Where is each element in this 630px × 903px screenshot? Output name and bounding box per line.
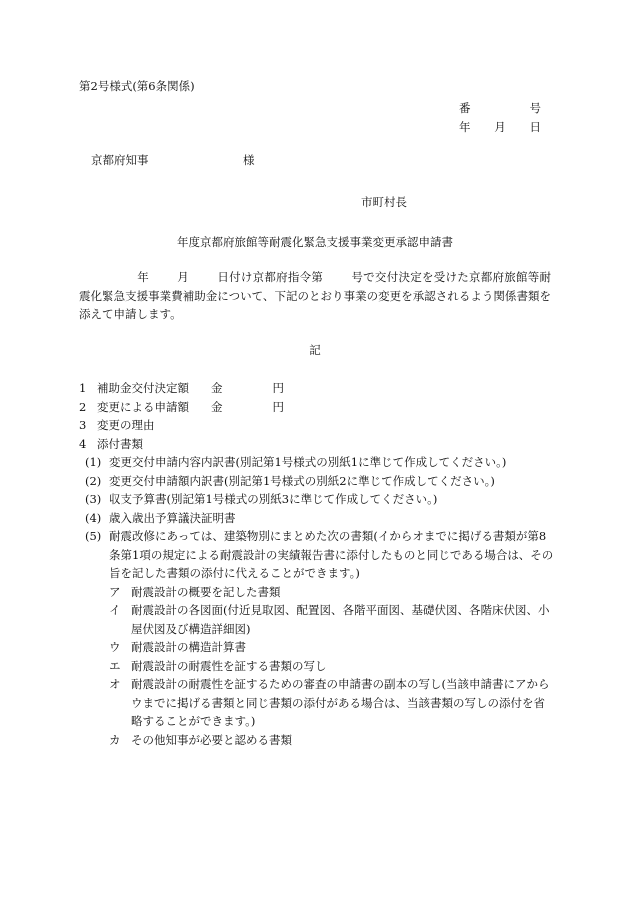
body-paragraph <box>79 268 551 324</box>
item-number: 1 <box>79 381 87 395</box>
addressee-honorific: 様 <box>243 153 255 167</box>
sub-item-kana: イ <box>109 603 121 617</box>
sub-item-text: 耐震設計の概要を記した書類 <box>131 584 281 599</box>
item-number: 4 <box>79 436 87 451</box>
document-date-label <box>459 120 541 135</box>
list-item <box>79 435 554 454</box>
body-year: 年 <box>137 270 150 284</box>
attachment-text: 変更交付申請内容内訳書(別記第1号様式の別紙1に準じて作成してください。) <box>109 455 507 469</box>
sub-item-kana: エ <box>109 658 121 673</box>
document-title: 年度京都府旅館等耐震化緊急支援事業変更承認申請書 <box>177 235 453 249</box>
attachment-number: (2) <box>85 473 102 488</box>
attachment-number: (1) <box>85 455 102 469</box>
month-kanji: 月 <box>494 120 506 134</box>
sub-item-kana: カ <box>109 732 121 747</box>
list-item <box>79 379 554 398</box>
item-number: 3 <box>79 418 87 432</box>
sub-item-text: 耐震設計の耐震性を証する書類の写し <box>131 658 327 673</box>
day-kanji: 日 <box>529 120 541 134</box>
attachment-number: (3) <box>85 492 102 506</box>
attachment-item <box>79 527 554 583</box>
attachment-text: 変更交付申請額内訳書(別記第1号様式の別紙2に準じて作成してください。) <box>109 473 495 488</box>
attachment-text: 歳入歳出予算議決証明書 <box>109 510 236 525</box>
item-label: 変更による申請額 <box>97 399 189 414</box>
attachment-number: (5) <box>85 529 102 543</box>
year-kanji: 年 <box>459 120 471 134</box>
document-number-label <box>459 101 541 116</box>
sender-name: 市町村長 <box>361 195 407 209</box>
attachment-number: (4) <box>85 510 102 525</box>
attachment-item <box>79 472 554 491</box>
sub-item <box>79 731 554 750</box>
attachment-item <box>79 490 554 509</box>
sub-item <box>79 601 554 638</box>
list-item <box>79 398 554 417</box>
sub-item <box>79 657 554 676</box>
attachment-item <box>79 509 554 528</box>
item-currency: 金 <box>211 381 223 395</box>
sub-item-text: 耐震設計の各図面(付近見取図、配置図、各階平面図、基礎伏図、各階床伏図、小屋伏図及び構造詳細図) <box>131 603 550 636</box>
sub-item <box>79 638 554 657</box>
item-unit: 円 <box>272 381 284 395</box>
body-directive: 日付け京都府指令第 <box>217 270 324 284</box>
sub-item-text: 耐震設計の耐震性を証するための審査の申請書の副本の写し(当該申請書にアからウまでに掲げる書類と同じ書類の添付がある場合は、当該書類の写しの添付を省略することができます。) <box>131 677 550 728</box>
item-label: 添付書類 <box>97 436 143 451</box>
number-kanji: 番 <box>459 101 471 115</box>
addressee-name: 京都府知事 <box>91 153 149 167</box>
item-number: 2 <box>79 399 87 414</box>
form-number-label: 第2号様式(第6条関係) <box>79 79 195 93</box>
item-label: 補助金交付決定額 <box>97 381 189 395</box>
sub-item-kana: ア <box>109 584 121 599</box>
sub-item <box>79 675 554 731</box>
go-kanji: 号 <box>529 101 541 115</box>
sub-item-kana: ウ <box>109 640 121 654</box>
list-item <box>79 416 554 435</box>
ki-heading: 記 <box>309 343 321 357</box>
attachment-text: 収支予算書(別記第1号様式の別紙3に準じて作成してください。) <box>109 492 438 506</box>
item-label: 変更の理由 <box>97 418 155 432</box>
item-unit: 円 <box>272 399 284 414</box>
sub-item-text: その他知事が必要と認める書類 <box>131 732 292 747</box>
attachment-item <box>79 453 554 472</box>
sub-item-text: 耐震設計の構造計算書 <box>131 640 246 654</box>
sub-item <box>79 583 554 602</box>
item-currency: 金 <box>211 399 223 414</box>
attachment-text: 耐震改修にあっては、建築物別にまとめた次の書類(イからオまでに掲げる書類が第8条第1項の規定による耐震設計の実績報告書に添付したものと同じである場合は、その旨を記した書類の添付に代えることができます。) <box>109 529 554 580</box>
items-list <box>79 379 554 749</box>
body-main-text: 号で交付決定を受けた京都府旅館等耐震化緊急支援事業費補助金について、下記のとおり事業の変更を承認されるよう関係書類を添えて申請します。 <box>79 270 552 321</box>
body-month: 月 <box>177 270 190 284</box>
sub-item-kana: オ <box>109 677 121 691</box>
